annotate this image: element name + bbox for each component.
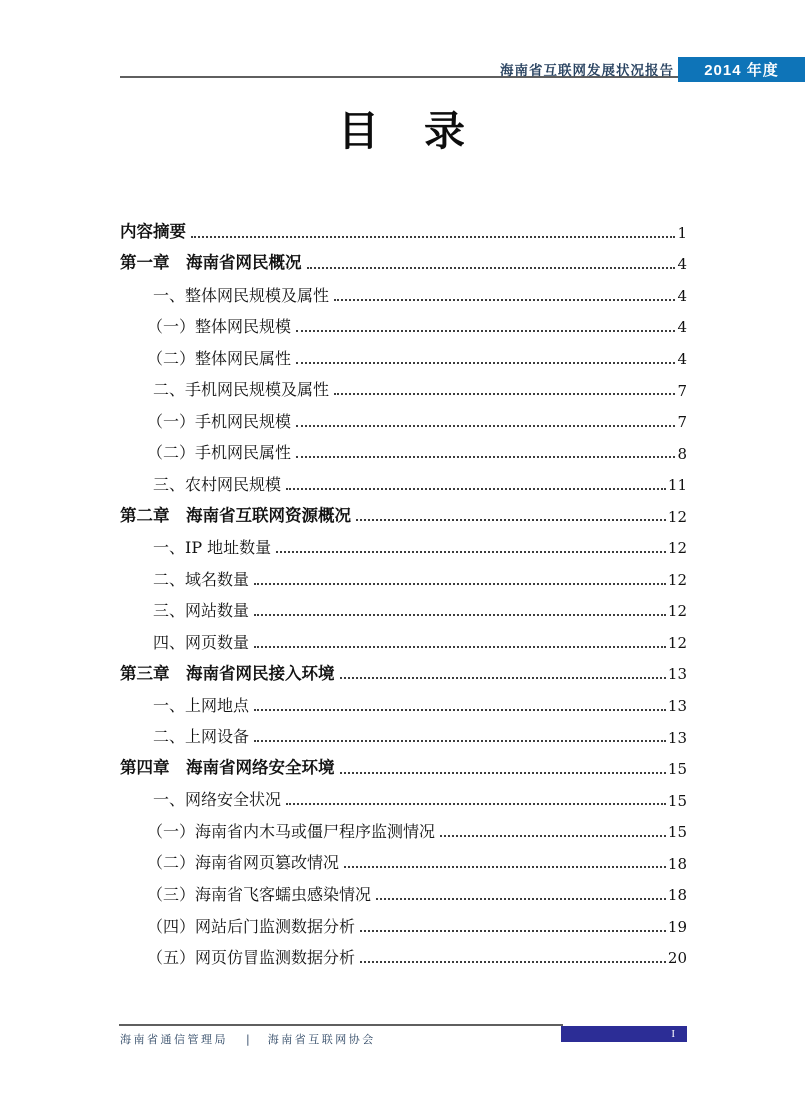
footer-page-badge	[561, 1026, 687, 1042]
toc-entry-label: （二）海南省网页篡改情况	[147, 853, 340, 873]
toc-page-number: 13	[667, 665, 687, 684]
toc-page-number: 18	[667, 854, 687, 873]
toc-entry-label: 三、农村网民规模	[153, 474, 282, 494]
toc-entry-label: （四）网站后门监测数据分析	[147, 916, 356, 936]
toc-entry	[120, 211, 687, 243]
footer-rule	[119, 1024, 563, 1026]
toc-page-number: 20	[667, 949, 687, 968]
toc-entry	[120, 810, 687, 842]
toc-entry-label: 二、上网设备	[153, 727, 250, 747]
toc-dot-leader	[307, 267, 676, 269]
toc-dot-leader	[254, 614, 666, 616]
toc-entry	[120, 369, 687, 401]
toc-page-number: 12	[667, 633, 687, 652]
toc-dot-leader	[286, 803, 666, 805]
toc-entry-label: （一）海南省内木马或僵尸程序监测情况	[147, 821, 436, 841]
toc-entry-label: 内容摘要	[120, 221, 186, 241]
toc-entry-label: 二、域名数量	[153, 569, 250, 589]
toc-dot-leader	[286, 488, 666, 490]
toc-page-number: 19	[667, 917, 687, 936]
toc-page-number: 15	[667, 760, 687, 779]
toc-dot-leader	[356, 519, 666, 521]
toc-page-number: 13	[667, 728, 687, 747]
toc-entry	[120, 337, 687, 369]
toc-entry-label: （一）整体网民规模	[147, 317, 292, 337]
footer-organizations	[120, 1031, 376, 1047]
toc-page-number: 15	[667, 791, 687, 810]
toc-dot-leader	[340, 772, 666, 774]
toc-entry	[120, 558, 687, 590]
toc-dot-leader	[334, 393, 675, 395]
toc-page-number: 4	[677, 349, 687, 368]
toc-page-number: 4	[677, 255, 687, 274]
toc-dot-leader	[340, 677, 666, 679]
toc-entry-label: 一、IP 地址数量	[153, 538, 272, 558]
toc-entry	[120, 684, 687, 716]
toc-page-number: 12	[667, 570, 687, 589]
toc-entry-label: （一）手机网民规模	[147, 411, 292, 431]
toc-page-number: 7	[677, 381, 687, 400]
toc-dot-leader	[191, 236, 675, 238]
toc-dot-leader	[254, 646, 666, 648]
toc-page-number: 4	[677, 318, 687, 337]
footer-separator: |	[246, 1032, 250, 1046]
footer-org-right: 海南省互联网协会	[267, 1033, 376, 1046]
toc-entry	[120, 400, 687, 432]
toc-dot-leader	[376, 898, 666, 900]
toc-dot-leader	[440, 835, 666, 837]
table-of-contents	[120, 211, 687, 968]
toc-entry-label: 第二章 海南省互联网资源概况	[120, 505, 351, 525]
toc-entry	[120, 243, 687, 275]
toc-dot-leader	[296, 456, 675, 458]
toc-dot-leader	[254, 709, 666, 711]
toc-entry-label: （五）网页仿冒监测数据分析	[147, 948, 356, 968]
toc-dot-leader	[360, 930, 666, 932]
toc-page-number: 1	[677, 223, 687, 242]
toc-page-number: 15	[667, 823, 687, 842]
toc-page-number: 12	[667, 602, 687, 621]
header-report-title: 海南省互联网发展状况报告	[500, 63, 674, 79]
toc-entry	[120, 274, 687, 306]
toc-page-number: 7	[677, 413, 687, 432]
toc-entry	[120, 590, 687, 622]
toc-entry-label: 一、整体网民规模及属性	[153, 285, 330, 305]
toc-page-number: 12	[667, 539, 687, 558]
toc-page-number: 11	[667, 476, 687, 495]
page-title: 目 录	[338, 107, 467, 155]
toc-entry	[120, 747, 687, 779]
toc-entry-label: 三、网站数量	[153, 601, 250, 621]
toc-dot-leader	[360, 961, 666, 963]
toc-entry-label: （二）手机网民属性	[147, 443, 292, 463]
toc-entry-label: 四、网页数量	[153, 632, 250, 652]
toc-dot-leader	[296, 330, 675, 332]
toc-entry-label: 第四章 海南省网络安全环境	[120, 758, 335, 778]
toc-dot-leader	[296, 362, 675, 364]
toc-entry	[120, 937, 687, 969]
footer-org-left: 海南省通信管理局	[120, 1033, 228, 1046]
toc-entry	[120, 873, 687, 905]
toc-page-number: 8	[677, 444, 687, 463]
toc-entry	[120, 905, 687, 937]
toc-dot-leader	[334, 299, 675, 301]
toc-entry-label: 第三章 海南省网民接入环境	[120, 663, 335, 683]
toc-entry	[120, 306, 687, 338]
toc-entry	[120, 779, 687, 811]
toc-entry	[120, 526, 687, 558]
toc-entry-label: 第一章 海南省网民概况	[120, 253, 302, 273]
toc-page-number: 12	[667, 507, 687, 526]
toc-dot-leader	[254, 740, 666, 742]
toc-entry	[120, 495, 687, 527]
toc-entry	[120, 653, 687, 685]
toc-entry	[120, 463, 687, 495]
toc-entry-label: 一、网络安全状况	[153, 790, 282, 810]
toc-entry-label: （三）海南省飞客蠕虫感染情况	[147, 885, 372, 905]
toc-dot-leader	[254, 583, 666, 585]
toc-entry	[120, 621, 687, 653]
toc-page-number: 18	[667, 886, 687, 905]
toc-entry-label: 二、手机网民规模及属性	[153, 380, 330, 400]
toc-page-number: 13	[667, 697, 687, 715]
toc-dot-leader	[276, 551, 666, 553]
toc-entry	[120, 842, 687, 874]
toc-entry-label: 一、上网地点	[153, 695, 250, 715]
footer-page-number: I	[671, 1028, 675, 1040]
toc-page-number: 4	[677, 286, 687, 305]
toc-entry	[120, 432, 687, 464]
header-year-badge: 2014 年度	[678, 57, 805, 82]
toc-dot-leader	[344, 866, 666, 868]
toc-entry	[120, 716, 687, 748]
toc-entry-label: （二）整体网民属性	[147, 348, 292, 368]
toc-dot-leader	[296, 425, 675, 427]
